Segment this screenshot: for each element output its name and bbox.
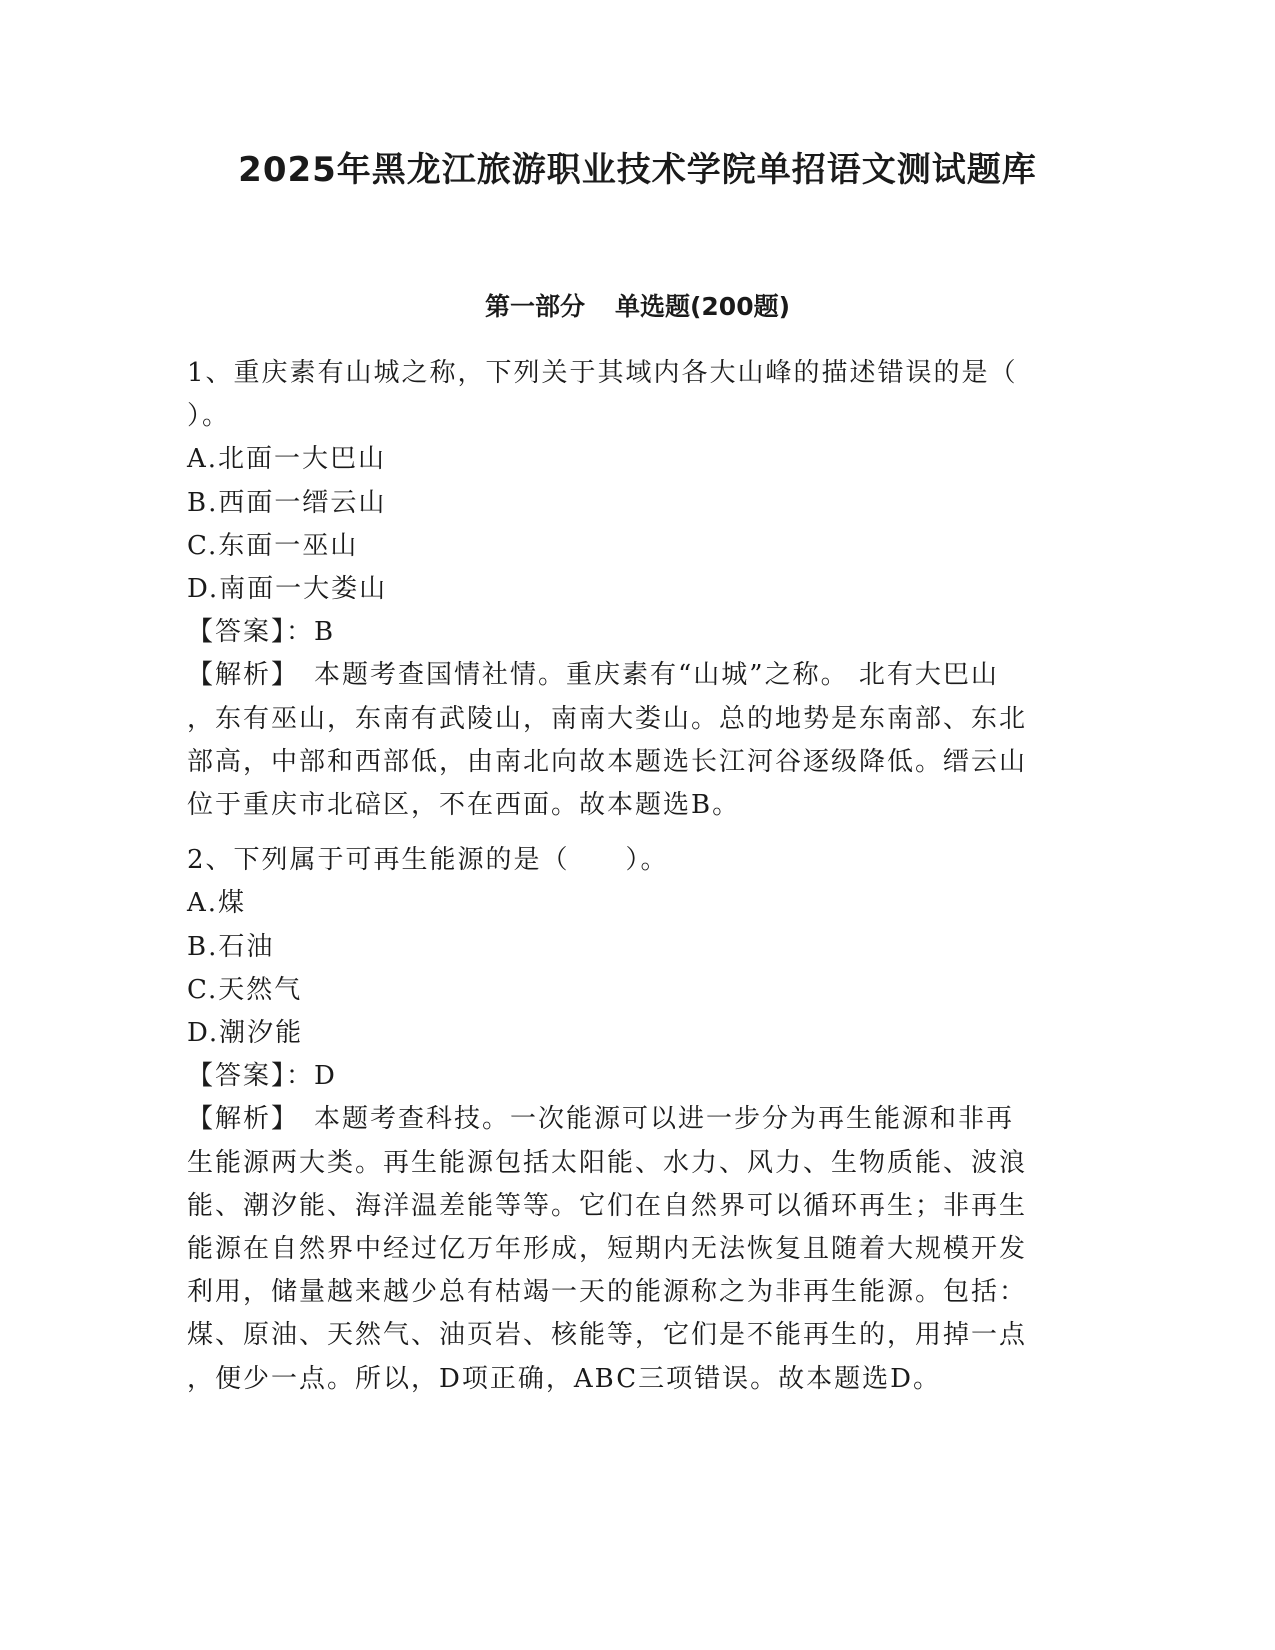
answer-line: 【答案】：D: [187, 1061, 337, 1092]
question-1: [187, 352, 1087, 827]
analysis-line: 煤、原油、天然气、油页岩、核能等，它们是不能再生的，用掉一点: [187, 1320, 1028, 1351]
answer-line: 【答案】：B: [187, 617, 336, 648]
analysis-line: 【解析】 本题考查科技。一次能源可以进一步分为再生能源和非再: [187, 1104, 1015, 1135]
analysis-line: 能源在自然界中经过亿万年形成，短期内无法恢复且随着大规模开发: [187, 1234, 1028, 1265]
section-name-label: 单选题(200题): [614, 292, 791, 321]
analysis-line: 能、潮汐能、海洋温差能等等。它们在自然界可以循环再生；非再生: [187, 1190, 1028, 1221]
document-title: 2025年黑龙江旅游职业技术学院单招语文测试题库: [238, 150, 1037, 190]
analysis-line: 【解析】 本题考查国情社情。重庆素有“山城”之称。 北有大巴山: [187, 660, 999, 691]
option-a: A.北面一大巴山: [187, 444, 387, 475]
section-part-label: 第一部分: [484, 292, 585, 321]
option-b: B.石油: [187, 931, 275, 962]
analysis-line: 生能源两大类。再生能源包括太阳能、水力、风力、生物质能、波浪: [187, 1147, 1028, 1178]
question-2: [187, 839, 1087, 1401]
analysis-line: 利用，储量越来越少总有枯竭一天的能源称之为非再生能源。包括：: [187, 1277, 1028, 1308]
option-b: B.西面一缙云山: [187, 487, 387, 518]
option-c: C.天然气: [187, 974, 303, 1005]
section-heading: [0, 290, 1275, 324]
question-stem-line: ）。: [187, 401, 231, 432]
analysis-line: ，东有巫山，东南有武陵山，南南大娄山。总的地势是东南部、东北: [187, 703, 1028, 734]
questions-list: [187, 352, 1087, 1401]
option-a: A.煤: [187, 888, 247, 919]
analysis-line: 位于重庆市北碚区，不在西面。故本题选B。: [187, 790, 741, 821]
analysis-line: ，便少一点。所以，D项正确，ABC三项错误。故本题选D。: [187, 1363, 941, 1394]
question-stem-line: 2、下列属于可再生能源的是（ ）。: [187, 845, 669, 876]
question-stem-line: 1、重庆素有山城之称，下列关于其域内各大山峰的描述错误的是（: [187, 358, 1018, 388]
option-d: D.潮汐能: [187, 1018, 304, 1049]
option-c: C.东面一巫山: [187, 530, 359, 561]
analysis-line: 部高，中部和西部低，由南北向故本题选长江河谷逐级降低。缙云山: [187, 746, 1028, 777]
option-d: D.南面一大娄山: [187, 574, 388, 605]
